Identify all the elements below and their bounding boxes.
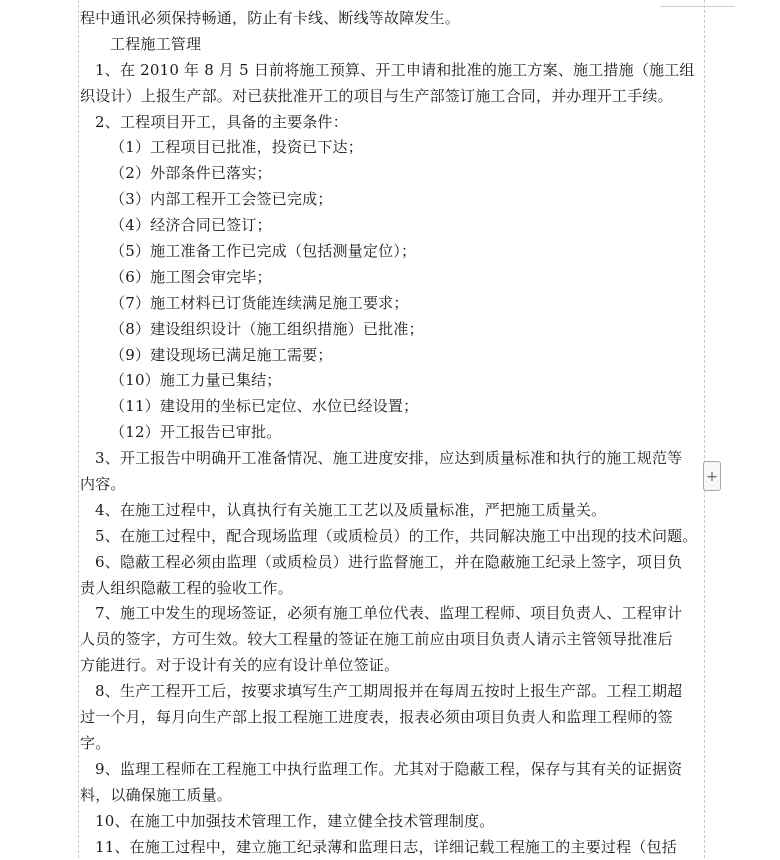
paragraph-line: 3、开工报告中明确开工准备情况、施工进度安排，应达到质量标准和执行的施工规范等 — [80, 446, 704, 472]
paragraph-line: （7）施工材料已订货能连续满足施工要求； — [80, 291, 704, 317]
paragraph-line: （11）建设用的坐标已定位、水位已经设置； — [80, 394, 704, 420]
paragraph-line: （10）施工力量已集结； — [80, 368, 704, 394]
paragraph-line: 11、在施工过程中，建立施工纪录薄和监理日志，详细记载工程施工的主要过程（包括 — [80, 835, 704, 860]
paragraph-line: 责人组织隐蔽工程的验收工作。 — [80, 576, 704, 602]
section-heading: 工程施工管理 — [80, 32, 704, 58]
paragraph-line: 2、工程项目开工，具备的主要条件： — [80, 110, 704, 136]
paragraph-line: 6、隐蔽工程必须由监理（或质检员）进行监督施工，并在隐蔽施工纪录上签字，项目负 — [80, 550, 704, 576]
paragraph-line: 4、在施工过程中，认真执行有关施工工艺以及质量标准，严把施工质量关。 — [80, 498, 704, 524]
paragraph-line: 人员的签字，方可生效。较大工程量的签证在施工前应由项目负责人请示主管领导批准后 — [80, 627, 704, 653]
paragraph-line: （6）施工图会审完毕； — [80, 265, 704, 291]
paragraph-line: 1、在 2010 年 8 月 5 日前将施工预算、开工申请和批准的施工方案、施工措施（施工组 — [80, 58, 704, 84]
paragraph-line: 7、施工中发生的现场签证，必须有施工单位代表、监理工程师、项目负责人、工程审计 — [80, 601, 704, 627]
paragraph-line: 内容。 — [80, 472, 704, 498]
paragraph-line: 字。 — [80, 731, 704, 757]
paragraph-line: 方能进行。对于设计有关的应有设计单位签证。 — [80, 653, 704, 679]
left-margin-guide — [78, 0, 79, 858]
paragraph-line: （5）施工准备工作已完成（包括测量定位）； — [80, 239, 704, 265]
paragraph-line: （4）经济合同已签订； — [80, 213, 704, 239]
paragraph-line: 10、在施工中加强技术管理工作，建立健全技术管理制度。 — [80, 809, 704, 835]
paragraph-line: 过一个月，每月向生产部上报工程施工进度表，报表必须由项目负责人和监理工程师的签 — [80, 705, 704, 731]
paragraph-line: （2）外部条件已落实； — [80, 161, 704, 187]
paragraph-line: 料，以确保施工质量。 — [80, 783, 704, 809]
right-margin-guide — [704, 0, 705, 858]
paragraph-line: （9）建设现场已满足施工需要； — [80, 343, 704, 369]
paragraph-line: 5、在施工过程中，配合现场监理（或质检员）的工作，共同解决施工中出现的技术问题。 — [80, 524, 704, 550]
paragraph-line: 织设计）上报生产部。对已获批准开工的项目与生产部签订施工合同，并办理开工手续。 — [80, 84, 704, 110]
paragraph-line: （8）建设组织设计（施工组织措施）已批准； — [80, 317, 704, 343]
paragraph-line: 8、生产工程开工后，按要求填写生产工期周报并在每周五按时上报生产部。工程工期超 — [80, 679, 704, 705]
paragraph-line: （12）开工报告已审批。 — [80, 420, 704, 446]
paragraph-line: （3）内部工程开工会签已完成； — [80, 187, 704, 213]
paragraph-line: （1）工程项目已批准，投资已下达； — [80, 135, 704, 161]
document-page — [80, 6, 704, 860]
expand-plus-button[interactable]: + — [703, 461, 721, 491]
paragraph-line: 程中通讯必须保持畅通，防止有卡线、断线等故障发生。 — [80, 6, 704, 32]
paragraph-line: 9、监理工程师在工程施工中执行监理工作。尤其对于隐蔽工程，保存与其有关的证据资 — [80, 757, 704, 783]
